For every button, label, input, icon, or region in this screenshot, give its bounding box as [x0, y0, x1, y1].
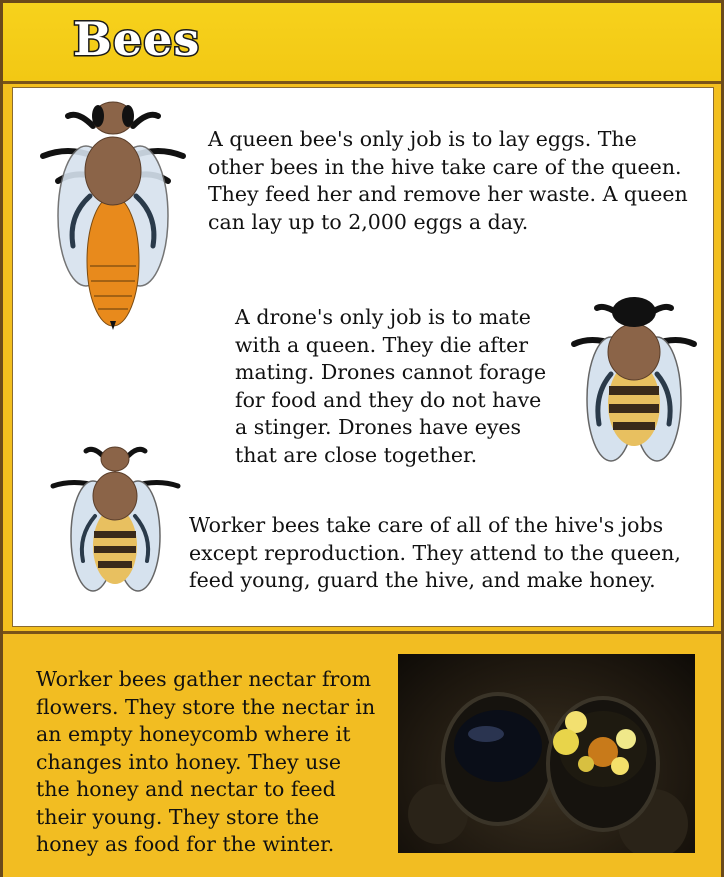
honey-panel: [3, 631, 721, 877]
worker-text: Worker bees take care of all of the hive's jobs except reproduction. They attend to the queen, feed young, guard the hive, and make honey.: [189, 513, 681, 592]
header-banner: [3, 3, 721, 84]
page-title: Bees: [73, 12, 201, 66]
bee-types-panel: [12, 87, 714, 627]
honey-text: Worker bees gather nectar from flowers. They store the nectar in an empty honeycomb where it changes into honey. They use the honey and nectar to feed their young. They store the honey as food for the winter.: [36, 667, 376, 856]
drone-bee-icon: [569, 294, 699, 474]
queen-bee-icon: [38, 96, 188, 331]
worker-bee-icon: [48, 441, 183, 601]
honeycomb-photo: [398, 654, 695, 853]
drone-text: A drone's only job is to mate with a queen. They die after mating. Drones cannot forage for food and they do not have a stinger. Drones have eyes that are close together.: [235, 305, 547, 467]
queen-text: A queen bee's only job is to lay eggs. The other bees in the hive take care of the queen. They feed her and remove her waste. A queen can lay up to 2,000 eggs a day.: [208, 127, 688, 234]
